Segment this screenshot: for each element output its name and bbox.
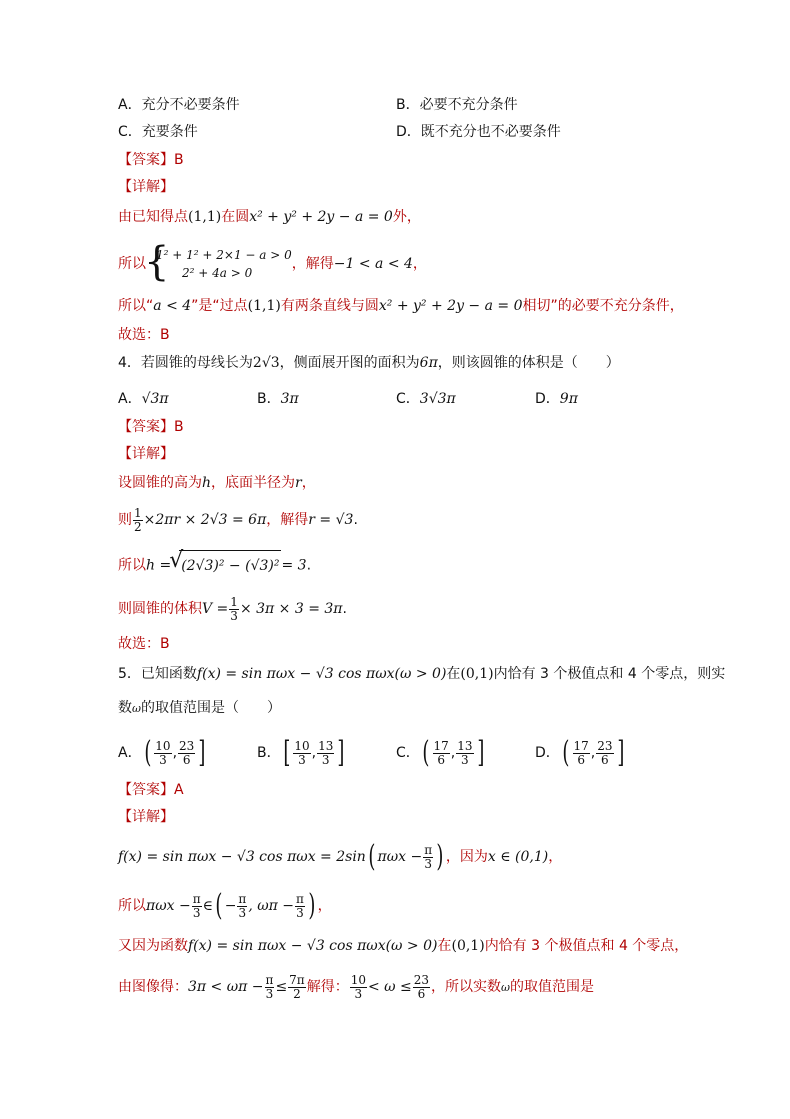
q4-option-d: D．9π: [535, 391, 578, 407]
q5-detail-heading: 【详解】: [118, 809, 174, 825]
q4-answer: 【答案】B: [118, 419, 184, 435]
q3-option-b: B．必要不充分条件: [396, 97, 518, 113]
q4-option-c: C．3√3π: [396, 391, 456, 407]
q4-conclusion: 故选：B: [118, 636, 170, 652]
q3-detail-line-3: 所以“a < 4”是“过点(1,1)有两条直线与圆x² + y² + 2y − a = 0相切”的必要不充分条件，: [118, 298, 684, 314]
q3-option-a: A．充分不必要条件: [118, 97, 240, 113]
q5-stem-line-1: 5．已知函数f(x) = sin πωx − √3 cos πωx(ω > 0)在(0,1)内恰有 3 个极值点和 4 个零点，则实: [118, 666, 726, 682]
q4-stem: 4．若圆锥的母线长为2√3，侧面展开图的面积为6π，则该圆锥的体积是（ ）: [118, 355, 620, 371]
q5-option-d: D．( $\frac{17}{6}$ , $\frac{23}{6}$ ]: [535, 735, 624, 770]
q4-detail-line-2: 则 $\frac{1}{2}$ ×2πr × 2√3 = 6π，解得r = √3.: [118, 505, 358, 534]
q4-option-b: B．3π: [257, 391, 299, 407]
q3-conclusion: 故选：B: [118, 327, 170, 343]
q3-detail-heading: 【详解】: [118, 179, 174, 195]
q3-detail-line-1: 由已知得点(1,1)在圆x² + y² + 2y − a = 0外，: [118, 209, 421, 225]
q5-stem-line-2: 数ω的取值范围是（ ）: [118, 700, 281, 716]
q4-detail-heading: 【详解】: [118, 446, 174, 462]
q4-option-a: A．√3π: [118, 391, 169, 407]
q3-inequality-system: { 1² + 1² + 2×1 − a > 0 2² + 4a > 0: [144, 239, 292, 285]
q3-detail-line-2: 所以 { 1² + 1² + 2×1 − a > 0 2² + 4a > 0 ，解得−1 < a < 4，: [118, 239, 427, 285]
q3-option-d: D．既不充分也不必要条件: [396, 124, 561, 140]
q5-answer: 【答案】A: [118, 782, 184, 798]
q5-detail-line-2: 所以πωx − $\frac{\pi}{3}$ ∈( − $\frac{\pi}{3}$ , ωπ − $\frac{\pi}{3}$ ) ，: [118, 888, 332, 923]
q5-detail-line-3: 又因为函数f(x) = sin πωx − √3 cos πωx(ω > 0)在(0,1)内恰有 3 个极值点和 4 个零点，: [118, 938, 689, 954]
q5-option-a: A．( $\frac{10}{3}$ , $\frac{23}{6}$ ]: [118, 735, 206, 770]
q4-detail-line-4: 则圆锥的体积V = $\frac{1}{3}$ × 3π × 3 = 3π.: [118, 594, 347, 623]
q5-detail-line-4: 由图像得：3π < ωπ − $\frac{\pi}{3}$ ≤ $\frac{7\pi}{2}$ 解得： $\frac{10}{3}$ < ω ≤ $\frac{23}{6}$ ，所以实数ω的取值范围是: [118, 972, 595, 1001]
q5-option-c: C．( $\frac{17}{6}$ , $\frac{13}{3}$ ]: [396, 735, 484, 770]
q5-detail-line-1: f(x) = sin πωx − √3 cos πωx = 2sin( πωx − $\frac{\pi}{3}$ ) ，因为x ∈ (0,1)，: [118, 839, 563, 874]
q3-answer: 【答案】B: [118, 152, 184, 168]
q3-option-c: C．充要条件: [118, 124, 198, 140]
q5-option-b: B．[ $\frac{10}{3}$ , $\frac{13}{3}$ ]: [257, 735, 345, 770]
q4-detail-line-3: 所以h = √ (2√3)² − (√3)² = 3.: [118, 550, 311, 581]
q4-detail-line-1: 设圆锥的高为h，底面半径为r，: [118, 475, 316, 491]
